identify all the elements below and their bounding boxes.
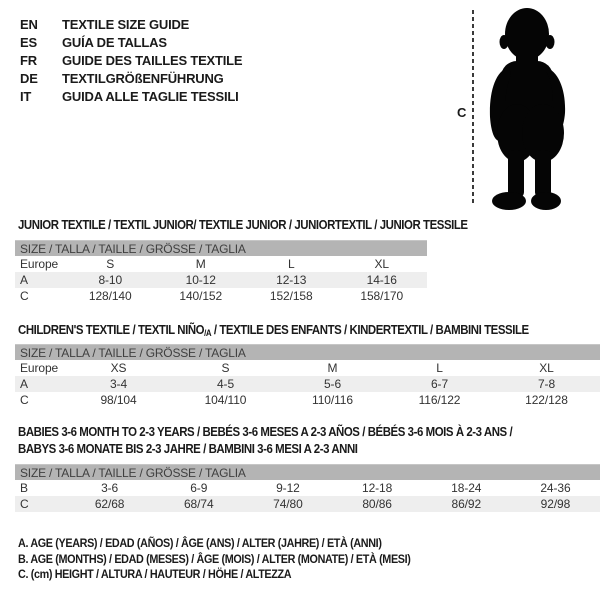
- toddler-silhouette: [481, 5, 599, 211]
- footnote-legend: [18, 536, 454, 583]
- age-cell: 7-8: [537, 377, 556, 391]
- babies-table-title: [18, 423, 512, 457]
- language-title: GUÍA DE TALLAS: [62, 34, 167, 50]
- height-cell: 80/86: [362, 497, 392, 511]
- language-code: ES: [20, 34, 37, 50]
- size-cell: XS: [110, 361, 127, 375]
- height-measure-label: C: [457, 105, 467, 120]
- size-header-bar: SIZE / TALLA / TAILLE / GRÖSSE / TAGLIA: [15, 464, 600, 480]
- footnote-age-months: B. AGE (MONTHS) / EDAD (MESES) / ÂGE (MOIS) / ALTER (MONATE) / ETÀ (MESI): [18, 551, 411, 566]
- age-cell: 12-13: [276, 273, 307, 287]
- junior-size-table: [15, 240, 427, 304]
- language-code: IT: [20, 88, 32, 104]
- size-cell: S: [221, 361, 230, 375]
- height-cell: 98/104: [100, 393, 137, 407]
- language-title: TEXTILE SIZE GUIDE: [62, 16, 190, 32]
- babies-size-table: [15, 464, 600, 512]
- babies-title-line1: BABIES 3-6 MONTH TO 2-3 YEARS / BEBÉS 3-6 MESES A 2-3 AÑOS / BÉBÉS 3-6 MOIS À 2-3 ANS /: [18, 424, 513, 439]
- size-cell: S: [106, 257, 115, 271]
- age-cell: 3-4: [109, 377, 128, 391]
- months-cell: 6-9: [190, 481, 208, 495]
- language-title: GUIDA ALLE TAGLIE TESSILI: [62, 88, 239, 104]
- months-cell: 12-18: [362, 481, 393, 495]
- language-row-de: [20, 69, 242, 87]
- size-header-bar: SIZE / TALLA / TAILLE / GRÖSSE / TAGLIA: [15, 240, 427, 256]
- children-title-suffix: / TEXTILE DES ENFANTS / KINDERTEXTIL / BAMBINI TESSILE: [211, 322, 529, 337]
- height-cell: 68/74: [183, 497, 214, 511]
- months-cell: 18-24: [451, 481, 482, 495]
- row-label: A: [20, 273, 28, 287]
- height-cell: 128/140: [88, 289, 132, 303]
- language-row-fr: [20, 51, 242, 69]
- language-row-es: [20, 33, 242, 51]
- language-code: DE: [20, 70, 38, 86]
- size-cell: M: [327, 361, 338, 375]
- age-cell: 6-7: [430, 377, 449, 391]
- height-cell: 92/98: [540, 497, 571, 511]
- children-title-subscript: /A: [204, 328, 212, 338]
- height-cell: 152/158: [269, 289, 313, 303]
- height-cell: 122/128: [525, 393, 568, 407]
- footnote-age-years: A. AGE (YEARS) / EDAD (AÑOS) / ÂGE (ANS) / ALTER (JAHRE) / ETÀ (ANNI): [18, 536, 382, 550]
- size-cell: M: [195, 257, 206, 271]
- age-cell: 10-12: [185, 273, 216, 287]
- months-cell: 3-6: [101, 481, 119, 495]
- age-cell: 14-16: [366, 273, 397, 287]
- children-title-prefix: CHILDREN'S TEXTILE / TEXTIL NIÑO: [18, 322, 205, 337]
- height-measure-dashed-line: [472, 10, 474, 206]
- size-cell: XL: [539, 361, 554, 375]
- language-title: GUIDE DES TAILLES TEXTILE: [62, 52, 243, 68]
- months-cell: 24-36: [540, 481, 571, 495]
- language-row-it: [20, 87, 242, 105]
- row-label: Europe: [20, 257, 59, 271]
- row-label: C: [20, 497, 29, 511]
- row-label: A: [20, 377, 28, 391]
- height-cell: 104/110: [204, 393, 247, 407]
- language-code: EN: [20, 16, 38, 32]
- height-cell: 140/152: [179, 289, 223, 303]
- language-code: FR: [20, 52, 37, 68]
- table-row-height: [15, 288, 427, 304]
- row-label: B: [20, 481, 28, 495]
- table-row-months: [15, 480, 600, 496]
- language-list: [20, 15, 242, 105]
- months-cell: 9-12: [276, 481, 300, 495]
- table-row-europe: [15, 256, 427, 272]
- height-cell: 110/116: [312, 393, 353, 407]
- table-row-height: [15, 392, 600, 408]
- size-cell: L: [287, 257, 295, 271]
- table-row-height: [15, 496, 600, 512]
- age-cell: 5-6: [323, 377, 342, 391]
- children-size-table: [15, 344, 600, 408]
- size-header-bar: SIZE / TALLA / TAILLE / GRÖSSE / TAGLIA: [15, 344, 600, 360]
- height-cell: 86/92: [451, 497, 482, 511]
- footnote-height-cm: C. (cm) HEIGHT / ALTURA / HAUTEUR / HÖHE / ALTEZZA: [18, 567, 292, 581]
- table-row-age: [15, 272, 427, 288]
- children-table-title: [18, 321, 529, 342]
- height-cell: 158/170: [360, 289, 404, 303]
- row-label: C: [20, 393, 29, 407]
- height-cell: 116/122: [418, 393, 461, 407]
- junior-table-title: JUNIOR TEXTILE / TEXTIL JUNIOR/ TEXTILE JUNIOR / JUNIORTEXTIL / JUNIOR TESSILE: [18, 217, 468, 232]
- age-cell: 4-5: [216, 377, 235, 391]
- babies-title-line2: BABYS 3-6 MONATE BIS 2-3 JAHRE / BAMBINI 3-6 MESI A 2-3 ANNI: [18, 441, 358, 456]
- language-row-en: [20, 15, 242, 33]
- height-cell: 62/68: [94, 497, 125, 511]
- size-cell: L: [436, 361, 443, 375]
- row-label: Europe: [20, 361, 59, 375]
- table-row-age: [15, 376, 600, 392]
- size-cell: XL: [374, 257, 389, 271]
- row-label: C: [20, 289, 29, 303]
- age-cell: 8-10: [98, 273, 123, 287]
- height-cell: 74/80: [273, 497, 303, 511]
- language-title: TEXTILGRÖßENFÜHRUNG: [62, 70, 224, 86]
- table-row-europe: [15, 360, 600, 376]
